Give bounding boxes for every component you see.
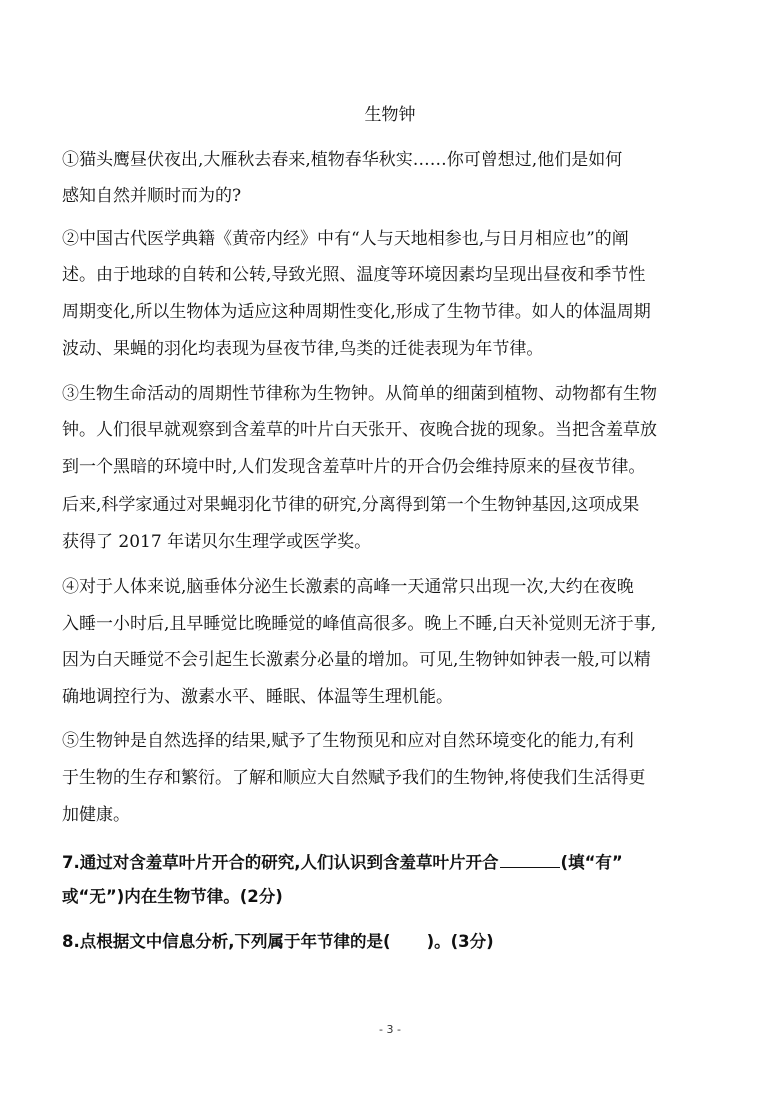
question-8-score: )。(3分) [426, 932, 494, 951]
paragraph-1-line-2: 感知自然并顺时而为的? [62, 186, 242, 206]
page-number: - 3 - [379, 1023, 401, 1036]
paragraph-2-line-4: 波动、果蝇的羽化均表现为昼夜节律,鸟类的迁徙表现为年节律。 [62, 339, 544, 359]
paragraph-5-line-1: ⑤生物钟是自然选择的结果,赋予了生物预见和应对自然环境变化的能力,有利 [62, 731, 634, 751]
paragraph-3-line-1: ③生物生命活动的周期性节律称为生物钟。从简单的细菌到植物、动物都有生物 [62, 384, 657, 404]
paragraph-5-line-2: 于生物的生存和繁衍。了解和顺应大自然赋予我们的生物钟,将使我们生活得更 [62, 768, 646, 788]
paragraph-2-line-3: 周期变化,所以生物体为适应这种周期性变化,形成了生物节律。如人的体温周期 [62, 302, 651, 322]
paragraph-4-line-1: ④对于人体来说,脑垂体分泌生长激素的高峰一天通常只出现一次,大约在夜晚 [62, 577, 634, 597]
paragraph-3-line-5: 获得了 2017 年诺贝尔生理学或医学奖。 [62, 532, 372, 552]
question-7-text: 7.通过对含羞草叶片开合的研究,人们认识到含羞草叶片开合 [62, 853, 499, 872]
answer-blank[interactable] [500, 849, 560, 868]
paragraph-3-line-4: 后来,科学家通过对果蝇羽化节律的研究,分离得到第一个生物钟基因,这项成果 [62, 495, 640, 515]
question-8-text: 8.点根据文中信息分析,下列属于年节律的是( [62, 932, 391, 951]
paragraph-2-line-2: 述。由于地球的自转和公转,导致光照、温度等环境因素均呈现出昼夜和季节性 [62, 265, 646, 285]
paragraph-3-line-2: 钟。人们很早就观察到含羞草的叶片白天张开、夜晚合拢的现象。当把含羞草放 [62, 420, 657, 440]
article-title: 生物钟 [364, 105, 416, 125]
question-7-line-1 [62, 849, 722, 875]
paragraph-4-line-4: 确地调控行为、激素水平、睡眠、体温等生理机能。 [62, 687, 453, 707]
paragraph-5-line-3: 加健康。 [62, 805, 130, 825]
question-7-hint: (填“有” [560, 853, 623, 872]
paragraph-3-line-3: 到一个黑暗的环境中时,人们发现含羞草叶片的开合仍会维持原来的昼夜节律。 [62, 457, 646, 477]
paragraph-2-line-1: ②中国古代医学典籍《黄帝内经》中有“人与天地相参也,与日月相应也”的阐 [62, 229, 629, 249]
question-7-line-2: 或“无”)内在生物节律。(2分) [62, 887, 283, 906]
paragraph-1-line-1: ①猫头鹰昼伏夜出,大雁秋去春来,植物春华秋实……你可曾想过,他们是如何 [62, 150, 623, 170]
paragraph-4-line-3: 因为白天睡觉不会引起生长激素分必量的增加。可见,生物钟如钟表一般,可以精 [62, 650, 651, 670]
question-8 [62, 930, 722, 954]
paragraph-4-line-2: 入睡一小时后,且早睡觉比晚睡觉的峰值高很多。晚上不睡,白天补觉则无济于事, [62, 614, 657, 634]
